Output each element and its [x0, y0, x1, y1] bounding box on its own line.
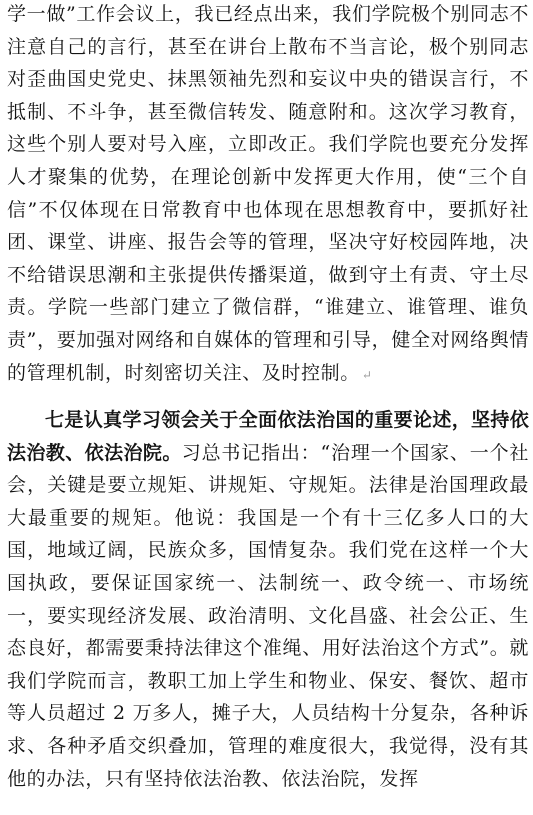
paragraph-2-text: 习总书记指出：“治理一个国家、一个社会，关键是要立规矩、讲规矩、守规矩。法律是治国理政最大最重要的规矩。他说：我国是一个有十三亿多人口的大国，地域辽阔，民族众多，国情复杂。我们党在这样一个大国执政，要保证国家统一、法制统一、政令统一、市场统一，要实现经济发展、政治清明、文化昌盛、社会公正、生态良好，都需要秉持法律这个准绳、用好法治这个方式”。就我们学院而言，教职工加上学生和物业、保安、餐饮、超市等人员超过 2 万多人，摊子大，人员结构十分复杂，各种诉求、各种矛盾交织叠加，管理的难度很大，我觉得，没有其他的办法，只有坚持依法治教、依法治院，发挥 — [7, 441, 529, 790]
paragraph-mark-icon: ↵ — [361, 367, 372, 382]
paragraph-1-text: 学一做”工作会议上，我已经点出来，我们学院极个别同志不注意自己的言行，甚至在讲台上散布不当言论，极个别同志对歪曲国史党史、抹黑领袖先烈和妄议中央的错误言行，不抵制、不斗争，甚至微信转发、随意附和。这次学习教育，这些个别人要对号入座，立即改正。我们学院也要充分发挥人才聚集的优势，在理论创新中发挥更大作用，使“三个自信”不仅体现在日常教育中也体现在思想教育中，要抓好社团、课堂、讲座、报告会等的管理，坚决守好校园阵地，决不给错误思潮和主张提供传播渠道，做到守土有责、守土尽责。学院一些部门建立了微信群，“谁建立、谁管理、谁负责”，要加强对网络和自媒体的管理和引导，健全对网络舆情的管理机制，时刻密切关注、及时控制。 — [7, 3, 529, 384]
section-heading-seven: 七是认真学习领会关于全面依法治国的重要论述，坚持依法治教、依法治院。 — [7, 409, 529, 464]
body-paragraph-2 — [7, 404, 529, 795]
body-paragraph-1 — [7, 0, 529, 391]
